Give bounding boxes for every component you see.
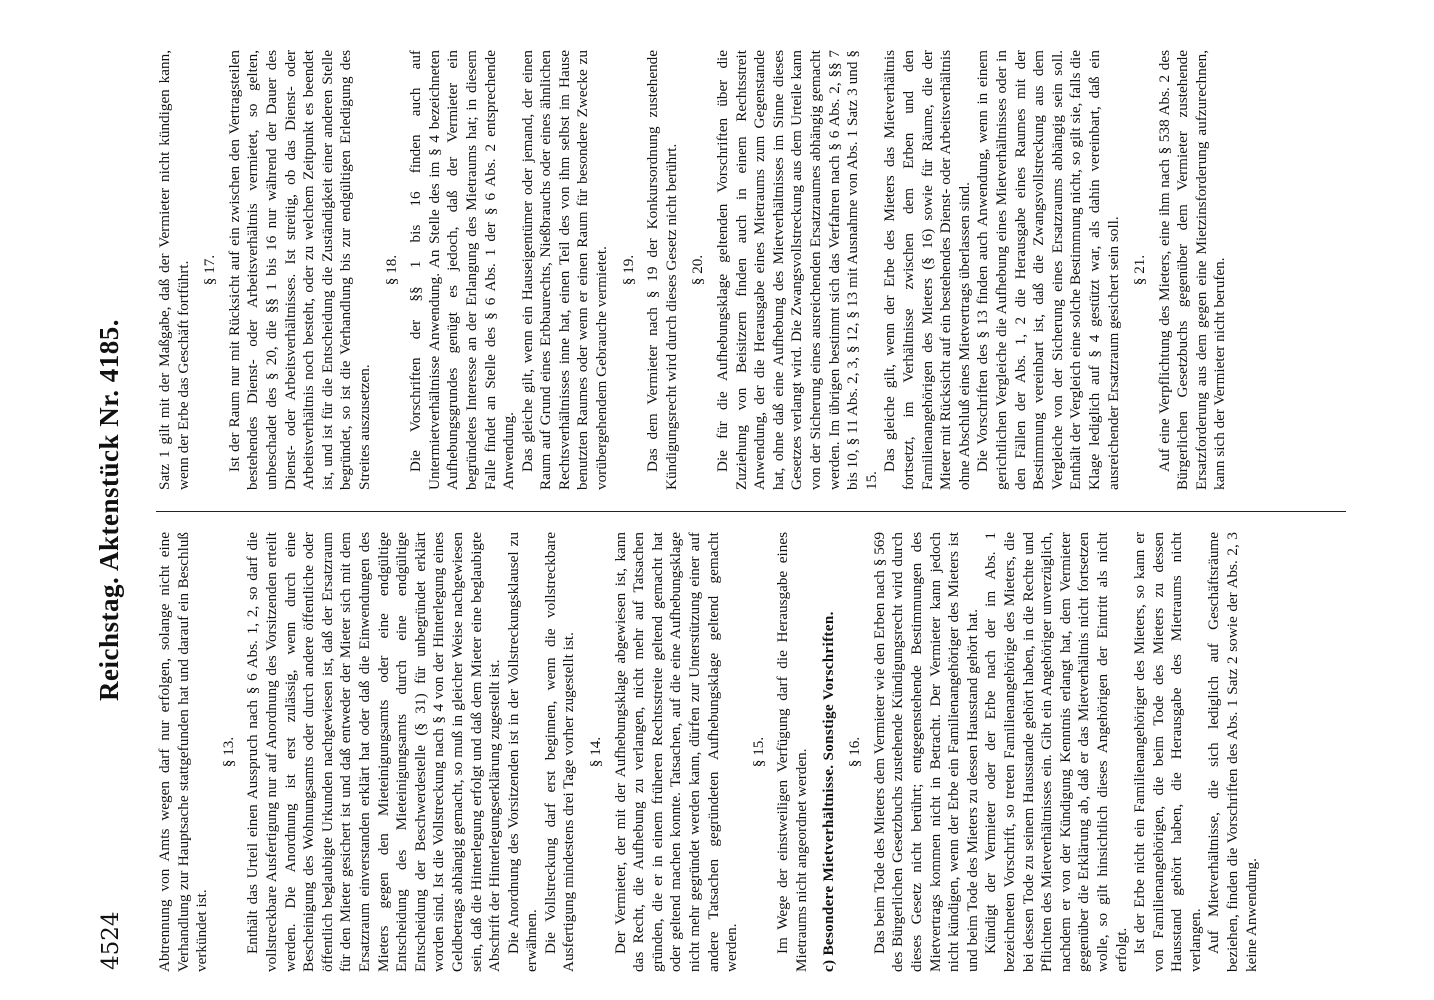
section-heading: § 16.	[846, 736, 864, 768]
subsection-title: c) Besondere Mietverhältnisse. Sonstige Vorschriften.	[819, 611, 837, 972]
right-text-column	[156, 50, 1230, 490]
paragraph: Ist der Raum nur mit Rücksicht auf ein zwischen den Vertragsteilen bestehendes Dienst- oder Arbeitsverhältnis vermietet, so gelten, unbeschadet des § 20, die §§ 1 bis 16 nur während der Dauer des Dienst- oder Arbeitsverhältnisses. Ist streitig, ob das Dienst- oder Arbeitsverhältnis noch besteht, oder zu welchem Zeitpunkt es beendet ist, und ist für die Entscheidung die Zuständigkeit einer anderen Stelle begründet, so ist die Verhandlung bis zur endgültigen Erledigung des Streites auszusetzen.	[225, 50, 373, 490]
page-title: Reichstag. Aktenstück Nr. 4185.	[94, 318, 124, 702]
section-heading: § 15.	[749, 736, 767, 768]
paragraph: Der Vermieter, der mit der Aufhebungsklage abgewiesen ist, kann das Recht, die Aufhebung zu verlangen, nicht mehr auf Tatsachen gründen, die er in einem früheren Rechtsstreite geltend gemacht hat oder geltend machen konnte. Tatsachen, auf die eine Aufhebungsklage nicht mehr gegründet werden kann, dürfen zur Unterstützung einer auf andere Tatsachen gegründeten Aufhebungsklage geltend gemacht werden.	[611, 532, 741, 972]
section-heading: § 17.	[201, 254, 219, 286]
paragraph: Die Vollstreckung darf erst beginnen, wenn die vollstreckbare Ausfertigung mindestens drei Tage vorher zugestellt ist.	[541, 532, 578, 972]
section-heading: § 21.	[1131, 254, 1149, 286]
paragraph: Die Anordnung des Vorsitzenden ist in der Vollstreckungsklausel zu erwähnen.	[504, 532, 541, 972]
left-text-column	[156, 532, 1261, 972]
paragraph: Das dem Vermieter nach § 19 der Konkursordnung zustehende Kündigungsrecht wird durch dieses Gesetz nicht berührt.	[644, 50, 680, 490]
funding-note	[1412, 0, 1434, 1000]
paragraph: Das gleiche gilt, wenn ein Hauseigentümer oder jemand, der einen Raum auf Grund eines Erbbaurechts, Nießbrauchs oder eines ähnlichen Rechtsverhältnisses inne hat, einen Teil des von ihm selbst im Hause benutzten Raumes oder wenn er einen Raum für besondere Zwecke zu vorübergehendem Gebrauche vermietet.	[518, 50, 611, 490]
paragraph: Abtrennung von Amts wegen darf nur erfolgen, solange nicht eine Verhandlung zur Hauptsache stattgefunden hat und darauf ein Beschluß verkündet ist.	[156, 532, 211, 972]
paragraph: Das gleiche gilt, wenn der Erbe des Mieters das Mietverhältnis fortsetzt, im Verhältnisse zwischen dem Erben und den Familienangehörigen des Mieters (§ 16) sowie für Räume, die der Mieter mit Rücksicht auf ein bestehendes Dienst- oder Arbeitsverhältnis ohne Abschluß eines Mietvertrags überlassen sind.	[881, 50, 973, 490]
page-header	[94, 50, 134, 970]
subsection-heading	[820, 532, 839, 972]
paragraph: Die Vorschriften der §§ 1 bis 16 finden auch auf Untermietverhältnisse Anwendung. An Stelle des im § 4 bezeichneten Aufhebungsgrundes genügt es jedoch, daß der Vermieter ein begründetes Interesse an der Erlangung des Mietraums hat; in diesem Falle findet an Stelle des § 6 Abs. 1 der § 6 Abs. 2 entsprechende Anwendung.	[407, 50, 518, 490]
paragraph: Ist der Erbe nicht ein Familienangehöriger des Mieters, so kann er von Familienangehörigen, die beim Tode des Mieters zu dessen Hausstand gehört haben, die Herausgabe des Mietraums nicht verlangen.	[1131, 532, 1204, 972]
paragraph: Das beim Tode des Mieters dem Vermieter wie den Erben nach § 569 des Bürgerlichen Gesetzbuchs zustehende Kündigungsrecht wird durch dieses Gesetz nicht berührt; entgegenstehende Bestimmungen des Mietvertrags kommen nicht in Betracht. Der Vermieter kann jedoch nicht kündigen, wenn der Erbe ein Familienangehöriger des Mieters ist und beim Tode des Mieters zu dessen Hausstand gehört hat.	[870, 532, 981, 972]
paragraph: Enthält das Urteil einen Ausspruch nach § 6 Abs. 1, 2, so darf die vollstreckbare Ausfertigung nur auf Anordnung des Vorsitzenden erteilt werden. Die Anordnung ist erst zulässig, wenn durch eine Bescheinigung des Wohnungsamts oder durch andere öffentliche oder öffentlich beglaubigte Urkunden nachgewiesen ist, daß der Ersatzraum für den Mieter gesichert ist und daß entweder der Mieter sich mit dem Ersatzraum einverstanden erklärt hat oder daß die Einwendungen des Mieters gegen den Mieteinigungsamts oder eine endgültige Entscheidung des Mieteinigungsamts durch eine endgültige Entscheidung der Beschwerdestelle (§ 31) für unbegründet erklärt worden sind. Ist die Vollstreckung nach § 4 von der Hinterlegung eines Geldbetrags abhängig gemacht, so muß in gleicher Weise nachgewiesen sein, daß die Hinterlegung erfolgt und daß dem Mieter eine beglaubigte Abschrift der Hinterlegungserklärung zugestellt ist.	[244, 532, 504, 972]
paragraph: Im Wege der einstweiligen Verfügung darf die Herausgabe eines Mietraums nicht angeordnet werden.	[774, 532, 810, 972]
column-divider	[156, 511, 1346, 512]
section-heading: § 13.	[219, 736, 237, 768]
section-heading: § 19.	[619, 254, 637, 286]
paragraph: Die für die Aufhebungsklage geltenden Vorschriften über die Zuziehung von Beisitzern finden auch in einem Rechtsstreit Anwendung, der die Herausgabe eines Mietraums zum Gegenstande hat, ohne daß eine Aufhebung des Mietverhältnisses im Sinne dieses Gesetzes verlangt wird. Die Zwangsvollstreckung aus dem Urteile kann von der Sicherung eines ausreichenden Ersatzraumes abhängig gemacht werden. Im übrigen bestimmt sich das Verfahren nach § 6 Abs. 2, §§ 7 bis 10, § 11 Abs. 2, 3, § 12, § 13 mit Ausnahme von Abs. 1 Satz 3 und § 15.	[714, 50, 880, 490]
section-heading: § 20.	[689, 254, 707, 286]
paragraph: Satz 1 gilt mit der Maßgabe, daß der Vermieter nicht kündigen kann, wenn der Erbe das Geschäft fortführt.	[156, 50, 192, 490]
page-number: 4524	[98, 911, 124, 970]
paragraph: Auf eine Verpflichtung des Mieters, eine ihm nach § 538 Abs. 2 des Bürgerlichen Gesetzbuchs gegenüber dem Vermieter zustehende Ersatzforderung aus dem gegen eine Mietzinsforderung aufzurechnen, kann sich der Vermieter nicht berufen.	[1155, 50, 1229, 490]
paragraph: Kündigt der Vermieter oder der Erbe nach der im Abs. 1 bezeichneten Vorschrift, so treten Familienangehörige des Mieters, die bei dessen Tode zu seinem Hausstande gehört haben, in die Rechte und Pflichten des Mietverhältnisses ein. Gibt ein Angehöriger unverzüglich, nachdem er von der Kündigung Kenntnis erlangt hat, dem Vermieter gegenüber die Erklärung ab, daß er das Mietverhältnis nicht fortsetzen wolle, so gilt hinsichtlich dieses Angehörigen der Eintritt als nicht erfolgt.	[982, 532, 1130, 972]
section-heading: § 14.	[587, 736, 605, 768]
rotated-document-page	[60, 30, 1360, 990]
section-heading: § 18.	[382, 254, 400, 286]
paragraph: Auf Mietverhältnisse, die sich lediglich auf Geschäftsräume beziehen, finden die Vorschriften des Abs. 1 Satz 2 sowie der Abs. 2, 3 keine Anwendung.	[1205, 532, 1260, 972]
paragraph: Die Vorschriften des § 13 finden auch Anwendung, wenn in einem gerichtlichen Vergleiche die Aufhebung eines Mietverhältnisses oder in den Fällen der Abs. 1, 2 die Herausgabe eines Raumes mit der Bestimmung vereinbart ist, daß die Zwangsvollstreckung aus dem Vergleiche von der Sicherung eines Ersatzraums abhängig sein soll. Enthält der Vergleich eine solche Bestimmung nicht, so gilt sie, falls die Klage lediglich auf § 4 gestützt war, als dahin vereinbart, daß ein ausreichender Ersatzraum gesichert sein soll.	[974, 50, 1122, 490]
